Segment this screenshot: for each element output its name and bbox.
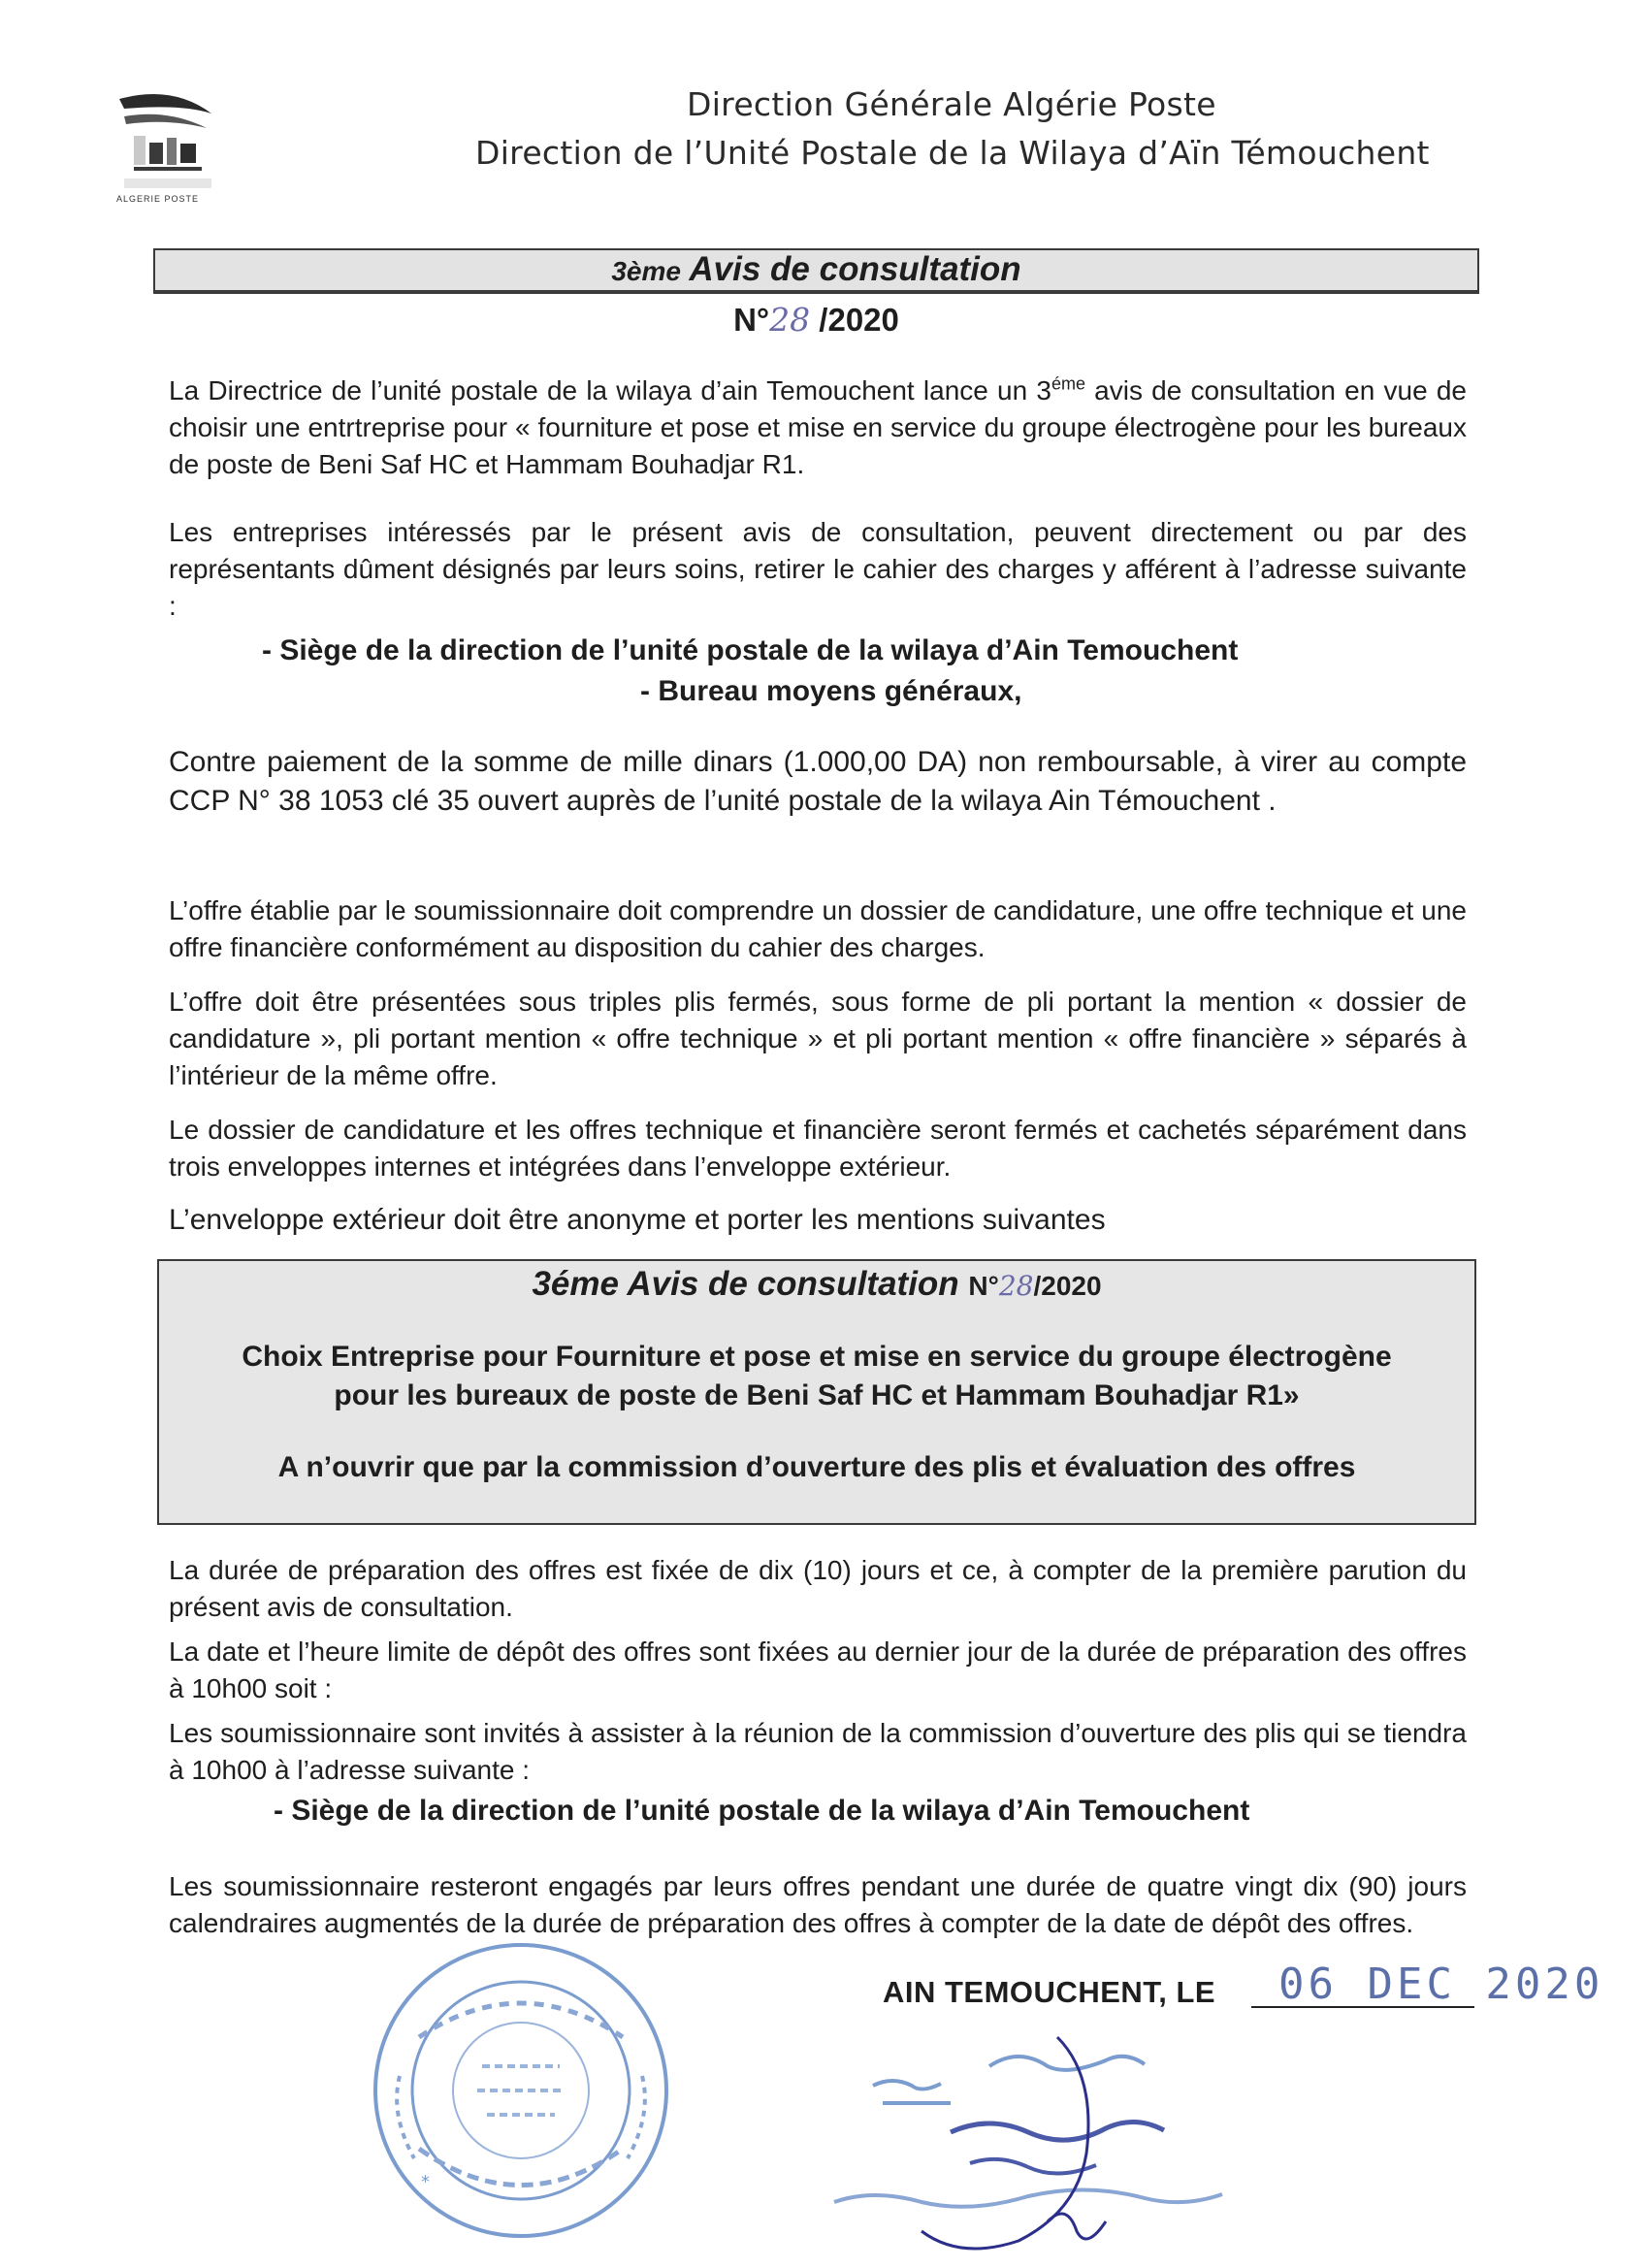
envelope-line-2: pour les bureaux de poste de Beni Saf HC et Hammam Bouhadjar R1»: [334, 1379, 1300, 1411]
paragraph-interested: Les entreprises intéressés par le présent avis de consultation, peuvent directement ou par des représentants dûment désignés par leurs soins, retirer le cahier des charges y afférent à l’adresse suivante :: [169, 517, 1467, 621]
address-line-3: - Siège de la direction de l’unité postale de la wilaya d’Ain Temouchent: [274, 1795, 1250, 1827]
algerie-poste-logo: [114, 89, 221, 206]
handwritten-number: 28: [769, 301, 811, 339]
paragraph-envelopes: L’offre doit être présentées sous triples plis fermés, sous forme de pli portant la mention « dossier de candidature », pli portant mention « offre technique » et pli portant mention « offre financière » séparés à l’intérieur de la même offre.: [169, 987, 1467, 1090]
title-number: [153, 301, 1479, 339]
svg-text:*: *: [421, 2172, 430, 2192]
paragraph-duration: La durée de préparation des offres est fixée de dix (10) jours et ce, à compter de la première parution du présent avis de consultation.: [169, 1555, 1467, 1622]
paragraph-sealed: Le dossier de candidature et les offres technique et financière seront fermés et cachetés séparément dans trois enveloppes internes et intégrées dans l’enveloppe extérieur.: [169, 1115, 1467, 1182]
paragraph-payment: Contre paiement de la somme de mille dinars (1.000,00 DA) non remboursable, à virer au compte CCP N° 38 1053 clé 35 ouvert auprès de l’unité postale de la wilaya Ain Témouchent .: [169, 746, 1467, 817]
paragraph-anonymous: L’enveloppe extérieur doit être anonyme et porter les mentions suivantes: [169, 1204, 1106, 1236]
envelope-box-title: [157, 1265, 1476, 1304]
paragraph-meeting: Les soumissionnaire sont invités à assister à la réunion de la commission d’ouverture des plis qui se tiendra à 10h00 à l’adresse suivante :: [169, 1718, 1467, 1785]
logo-caption: ALGERIE POSTE: [116, 194, 200, 204]
paragraph-commitment: Les soumissionnaire resteront engagés par leurs offres pendant une durée de quatre vingt dix (90) jours calendraires augmentés de la durée de préparation des offres à compter de la date de dépôt des offres.: [169, 1871, 1467, 1938]
intro-text-b: avis de consultation en vue de choisir une entrtreprise pour « fourniture et pose et mise en service du groupe électrogène pour les bureaux de poste de Beni Saf HC et Hammam Bouhadjar R1.: [169, 375, 1467, 479]
title-heading: [153, 250, 1479, 289]
envelope-handwritten-number: 28: [998, 1270, 1034, 1302]
intro-text-a: La Directrice de l’unité postale de la wilaya d’ain Temouchent lance un 3: [169, 375, 1051, 405]
place-and-date-label: AIN TEMOUCHENT, LE: [883, 1975, 1216, 2009]
paragraph-offer: L’offre établie par le soumissionnaire doit comprendre un dossier de candidature, une offre technique et une offre financière conformément au disposition du cahier des charges.: [169, 895, 1467, 962]
title-main: Avis de consultation: [689, 250, 1021, 288]
envelope-title-text: 3éme Avis de consultation: [532, 1265, 959, 1303]
address-line-2: - Bureau moyens généraux,: [640, 675, 1022, 707]
title-prefix: 3ème: [611, 256, 681, 286]
date-stamp: 06 DEC 2020: [1278, 1960, 1604, 2009]
envelope-line-3: A n’ouvrir que par la commission d’ouverture des plis et évaluation des offres: [277, 1451, 1356, 1483]
envelope-number: [968, 1271, 1101, 1301]
address-line-1: - Siège de la direction de l’unité postale de la wilaya d’Ain Temouchent: [262, 634, 1239, 666]
envelope-line-1: Choix Entreprise pour Fourniture et pose et mise en service du groupe électrogène: [242, 1341, 1392, 1373]
number-label: N°: [733, 302, 770, 338]
envelope-number-year: /2020: [1033, 1271, 1102, 1301]
paragraph-deadline: La date et l’heure limite de dépôt des offres sont fixées au dernier jour de la durée de préparation des offres à 10h00 soit :: [169, 1636, 1467, 1703]
number-year: /2020: [819, 302, 899, 338]
paragraph-intro: [169, 373, 1467, 483]
org-title-line-1: Direction Générale Algérie Poste: [687, 85, 1216, 123]
official-seal: [361, 1930, 681, 2251]
envelope-number-label: N°: [968, 1271, 999, 1301]
intro-superscript: éme: [1051, 373, 1085, 394]
org-title-line-2: Direction de l’Unité Postale de la Wilaya d’Aïn Témouchent: [475, 134, 1430, 172]
signature-and-arabic-stamp: [815, 2027, 1300, 2268]
